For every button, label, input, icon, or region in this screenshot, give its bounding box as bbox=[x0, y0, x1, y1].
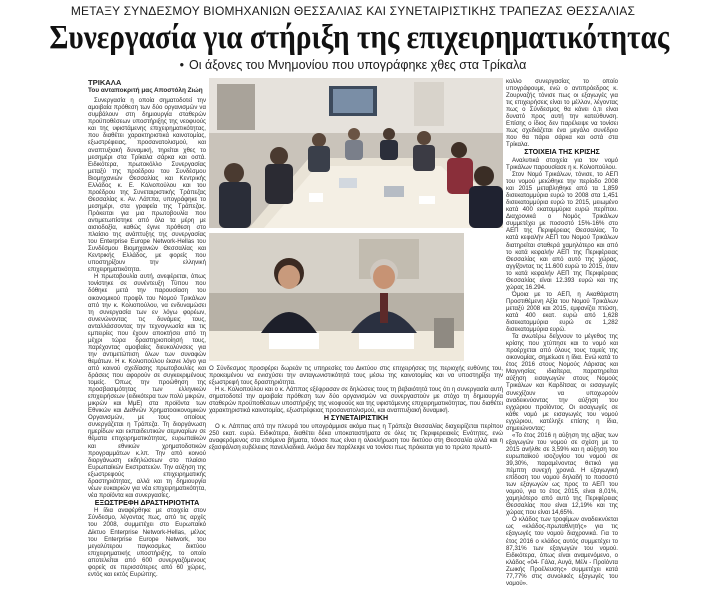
col3-paragraph-7: Ο κλάδος των τροφίμων αναδεικνύεται ως «κλάδος-πρωταθλητής» για τις εξαγωγές του νομού διαχρονικά. Για το έτος 2016 ο κλάδος αυτός συμμετέχει το 87,31% των εξαγωγών του νομού. Ειδικότερα, όπως είναι αναμενόμενο, ο κλάδος «04- Γάλα, Αυγά, Μέλι - Προϊόντα Ζωικής Προέλευσης» συμμετέχει κατά 77,77% στις συνολικές εξαγωγές του νομού». bbox=[506, 516, 618, 586]
byline: Του ανταποκριτή μας Αποστόλη Ζιώη bbox=[88, 87, 203, 94]
col3-paragraph-2: Αναλυτικά στοιχεία για τον νομό Τρικάλων παρουσίασε η κ. Κολιοπούλου. bbox=[506, 156, 618, 172]
mid-subheading: Η ΣΥΝΕΤΑΙΡΙΣΤΙΚΗ bbox=[323, 414, 389, 423]
column-middle bbox=[209, 365, 503, 587]
dateline: ΤΡΙΚΑΛΑ bbox=[88, 78, 122, 87]
col1-paragraph-3: Η ίδια αναφέρθηκε με στοιχεία στον Σύνδεσμο, λέγοντας πως, από τις αρχές του 2008, συμμετέχει στο Ευρωπαϊκό Δίκτυο Enterprise Network-Hellas, μέλος του Enterprise Europe Network, του μεγαλύτερου παγκοσμίως δικτύου επιχειρηματικής υποστήριξης, το οποίο αποτελείται από 600 συνεργαζόμενους φορείς σε περισσότερες από 60 χώρες, εντός και εκτός Ευρώπης. bbox=[88, 507, 206, 578]
subhead-bullet: • bbox=[179, 58, 184, 72]
subhead-text: Οι άξονες του Μνημονίου που υπογράφηκε χθες στα Τρίκαλα bbox=[189, 58, 527, 72]
mid-paragraph-3: Ο κ. Λάππας από την πλευρά του υπογράμμισε ακόμα πως η Τράπεζα Θεσσαλίας διαχειρίζεται περίπου 250 εκατ. ευρώ. Ειδικότερα, διαθέτει δέκα υποκαταστήματα σε όλες τις Περιφερειακές Ενότητες, ενώ αναφερόμενος στα επόμενα βήματα, τόνισε πως είναι η ολοκλήρωση του δικτύου στη Θεσσαλία αλλά και η εξασφάλιση ευβέλειας πανελλαδικά. Ακόμα δεν παρέλειψε να τονίσει πως πρόκειται για το πρώτο πρωτό- bbox=[209, 422, 503, 451]
col3-paragraph-4: Όμοια με το ΑΕΠ, η Ακαθάριστη Προστιθέμενη Αξία του Νομού Τρικάλων μεταξύ 2008 και 2015, εμφανίζει πτώση, κατά 400 εκατ. ευρώ από 1,628 δισεκατομμύρια ευρώ σε 1,282 δισεκατομμύρια ευρώ. bbox=[506, 290, 618, 334]
mid-paragraph-1: Ο Σύνδεσμος προσφέρει δωρεάν τις υπηρεσίες του Δικτύου στις επιχειρήσεις της περιοχής ευθύνης του, προκειμένου να ενισχύσει την ανταγωνιστικότητά τους μέσω της καινοτομίας και να υποστηρίξει την εξωστρεφή τους δραστηριότητα. bbox=[209, 365, 503, 387]
col3-paragraph-1: κολλο συνεργασίας το οποίο υπογράφουμε, ενώ ο αντιπρόεδρος κ. Ζουρναζής τόνισε πως οι εξαγωγές για τις επιχειρήσεις είναι το μέλλον, λέγοντας πως ο Σύνδεσμος θα κάνει ό,τι είναι δυνατό προς αυτή την κατεύθυνση. Επίσης ο ίδιος δεν παρέλειψε να τονίσει πως σχεδιάζεται ένα μεγάλο συνέδριο που θα πάρει σάρκα και οστά στα Τρίκαλα. bbox=[506, 78, 618, 149]
subhead bbox=[0, 58, 706, 72]
col1-subheading: ΕΞΩΣΤΡΕΦΗ ΔΡΑΣΤΗΡΙΟΤΗΤΑ bbox=[94, 498, 200, 507]
col1-paragraph-1: Συνεργασία η οποία σηματοδοτεί την αμοιβαία πρόθεση των δύο οργανισμών να συμβάλουν στη δημιουργία σταθερών προϋποθέσεων υποστήριξης της νεοφυούς και της υφιστάμενης επιχειρηματικότητας, που διαθέτει χαρακτηριστικά καινοτομίας, εξωστρέφειας, προσανατολισμού, και αναπτυξιακή δυναμική, τηρείται χθες το μεσημέρι στα Τρίκαλα σάρκα και οστά. Ειδικότερα, πρωτοκόλλο Συνεργασίας μεταξύ της προέδρου του Συνδέσμου Βιομηχανιών Θεσσαλίας και Κεντρικής Ελλάδος κ. Ε. Κολιοπούλου και του προέδρου της Συνεταιριστικής Τράπεζας Θεσσαλίας κ. Αν. Λάππα, υπογράφηκε το μεσημέρι, στα γραφεία της Τράπεζας. Πρόκειται για μια πρωτοβουλία που αντιμετωπίστηκε από όλα τα μέρη με αισιοδοξία, καθώς έγινε πρόθεση στο πλαίσιο της ανάπτυξης της συνεργασίας του Enterprise Europe Network-Hellas του Συνδέσμου Βιομηχανιών Θεσσαλίας και Κεντρικής Ελλάδος, με φορείς που υποστηρίζουν την ελληνική επιχειρηματικότητα. bbox=[88, 97, 206, 274]
column-1 bbox=[88, 78, 206, 586]
col3-paragraph-3: Στον Νομό Τρικάλων, τόνισε, το ΑΕΠ του νομού μειώθηκε την περίοδο 2008 και 2015 μεταβληθηκε από τα 1,859 δισεκατομμύρια ευρώ το 2008 στα 1,451 δισεκατομμύρια ευρώ το 2015, μειωμένο κατά 400 εκατομμύρια ευρώ περίπου. Διαχρονικά ο Νομός Τρικάλων συμμετέχει με ποσοστό 15%-16% στο ΑΕΠ της Περιφέρειας Θεσσαλίας. Το κατά κεφαλήν ΑΕΠ του Νομού Τρικάλων διατηρείται σταθερά χαμηλότερο και από το κατά κεφαλήν ΑΕΠ της Περιφέρειας Θεσσαλίας και από αυτό της χώρας, αγγίζοντας τις 11.600 ευρώ το 2015, όταν το κατά κεφαλήν ΑΕΠ της Περιφέρειας Θεσσαλίας είναι 12.393 ευρώ και της χώρας 16.294. bbox=[506, 171, 618, 291]
meeting-room-photo bbox=[209, 78, 503, 228]
col3-paragraph-6: «Το έτος 2016 η αύξηση της αξίας των εξαγωγών του νομού σε σχέση με το 2015 ανήλθε σε 3,59% και η αύξηση του ευρωπαϊκού ισοζυγίου του νομού σε 39,30%, παραμένοντας θετικό για πέμπτη συνεχή χρονιά. Η εξαγωγική επίδοση του νομού δηλαδή το ποσοστό των εξαγωγών ως προς το ΑΕΠ του νομού, για το έτος 2015, είναι 8,01%, χαμηλότερο από αυτό της Περιφέρειας Θεσσαλίας που είναι 12,19% και της χώρας που είναι 14,65%. bbox=[506, 431, 618, 517]
mid-paragraph-2: Η κ. Κολιοπούλου και ο κ. Λάππας εξέφρασαν σε δηλώσεις τους τη βεβαιότητά τους ότι η συνεργασία αυτή σηματοδοτεί την αμοιβαία πρόθεση των δύο οργανισμών να συνεργαστούν με στόχο τη δημιουργία σταθερών προϋποθέσεων υποστήριξης της νεοφυούς και της υφιστάμενης επιχειρηματικότητας, που διαθέτει χαρακτηριστικά καινοτομίας, εξωστρέφειας προσανατολισμού, και αναπτυξιακή δυναμική. bbox=[209, 386, 503, 415]
col3-paragraph-5: Τα ανωτέρω δείχνουν το μέγεθος της κρίσης που χτύπησε και το νομό και προέρχεται από όλους τους τομείς της οικονομίας, σημείωσε η ίδια. Ενώ κατά το έτος 2016 στους Νομούς Λάρισας και Μαγνησίας ιδιαίτερα, παρατηρείται αύξηση εισαγωγών στους Νομούς Τρικάλων και Καρδίτσας οι εισαγωγές συνεχίζουν να υποχωρούν αναδεικνύοντας την αύξηση του εγχώριου προϊόντος. Οι εισαγωγές σε κάθε νομό με εισαγωγές του νομού εγχώριου, κατέληξε επίσης η ίδια, σημειώνοντας: bbox=[506, 333, 618, 432]
headline: Συνεργασία για στήριξη της επιχειρηματικότητας bbox=[49, 19, 670, 56]
column-3 bbox=[506, 78, 618, 586]
signing-photo bbox=[209, 233, 464, 361]
col1-paragraph-2: Η πρωτοβουλία αυτή, ανεφέρεται, όπως τονίστηκε σε συνέντευξη Τύπου που δόθηκε μετά την παρουσίαση του οικονομικού προφίλ του Νομού Τρικάλων από την κ. Κολιοπούλου, να ενδυναμώσει τη συνεργασία των εν λόγω φορέων, συνενώνοντας τις δυνάμεις τους, ανταλλάσσοντας την τεχνογνωσία και τις εμπειρίες που έχουν αποκτήσει από τη μέχρι τώρα δραστηριοποίησή τους, παρέχοντας αμοιβαίες διευκολύνσεις για την αντιμετώπιση όλων των συναφών θεμάτων. Η κ. Κολιοπούλου έκανε λόγο για από κοινού σχεδίασης πρωτοβουλίες και δράσεις που αφορούν σε συγκεκριμένους τομείς. Όπως την προώθηση της προσβασιμότητας των ελληνικών επιχειρήσεων (ειδικότερα των πολύ μικρών, μικρών και ΜμΕ) στα προϊόντα των Εθνικών και Διεθνών Χρηματοοικονομικών Οργανισμών, με τους οποίους συνεργάζεται η Τράπεζα. Τη διοργάνωση ημερίδων και εκπαιδευτικών σεμιναρίων σε θέματα επιχειρηματικότητας, ευρωπαϊκών και εθνικών χρηματοδοτικών προγραμμάτων κ.λπ. Την από κοινού διοργάνωση εκδηλώσεων στο πλαίσιο Ευρωπαϊκών Εκστρατειών. Την αύξηση της εξωστρεφούς επιχειρηματικής δραστηριότητας, αλλά και τη δημιουργία νέων ευκαιριών για νέα επιχειρηματικότητα, νέα προϊόντα και συνεργασίες. bbox=[88, 273, 206, 499]
col3-subheading: ΣΤΟΙΧΕΙΑ ΤΗΣ ΚΡΙΣΗΣ bbox=[524, 148, 600, 157]
kicker: ΜΕΤΑΞΥ ΣΥΝΔΕΣΜΟΥ ΒΙΟΜΗΧΑΝΙΩΝ ΘΕΣΣΑΛΙΑΣ ΚΑΙ ΣΥΝΕΤΑΙΡΙΣΤΙΚΗΣ ΤΡΑΠΕΖΑΣ ΘΕΣΣΑΛΙΑΣ bbox=[70, 4, 636, 18]
